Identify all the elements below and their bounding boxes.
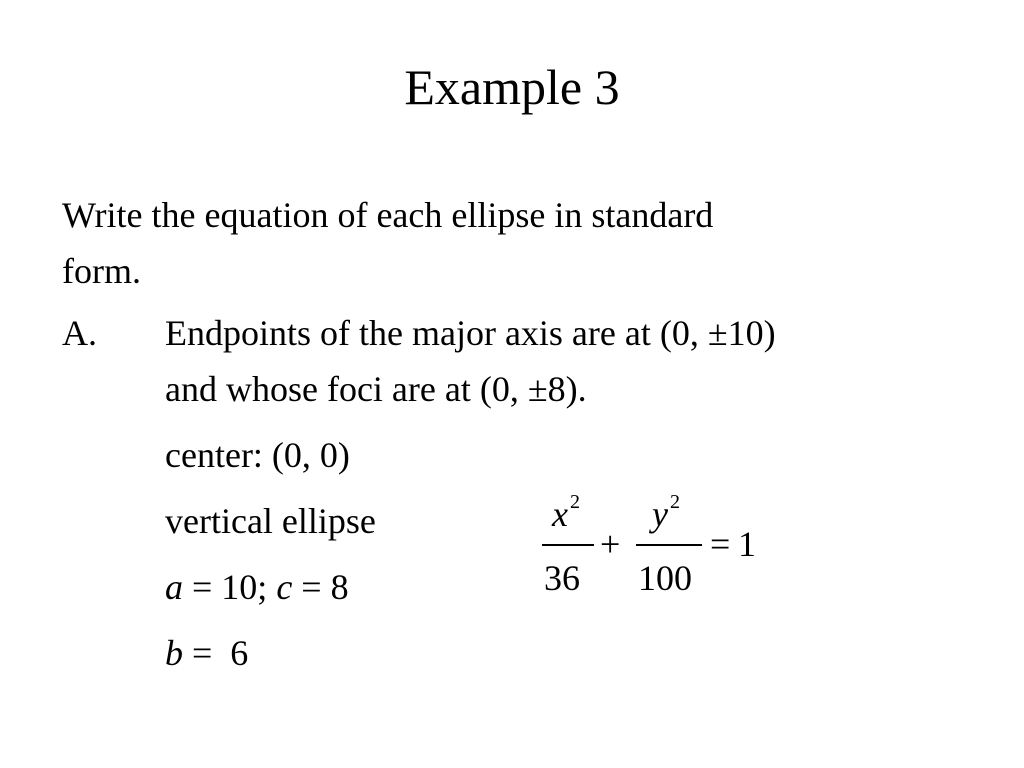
term1-fraction-bar <box>542 544 594 546</box>
plus-sign: + <box>600 524 621 564</box>
standard-form-equation <box>538 482 778 598</box>
intro-line-2: form. <box>62 251 141 291</box>
term1-exponent: 2 <box>569 491 580 513</box>
term2-denominator: 100 <box>638 558 692 598</box>
part-a-line-2: and whose foci are at (0, ±8). <box>165 369 587 409</box>
intro-line-1: Write the equation of each ellipse in standard <box>62 195 714 235</box>
term1-numerator: x $^2$ <box>552 491 580 534</box>
term2-fraction-bar <box>636 544 702 546</box>
a-variable: a <box>165 567 183 607</box>
slide-title: Example 3 <box>404 59 620 115</box>
c-value: = 8 <box>292 567 349 607</box>
term2-exponent: 2 <box>669 491 680 513</box>
equals-sign: = <box>710 524 731 564</box>
a-c-values-step <box>165 569 349 605</box>
b-variable: b <box>165 633 183 673</box>
orientation-step: vertical ellipse <box>165 501 376 541</box>
right-hand-side: 1 <box>738 524 756 564</box>
c-variable: c <box>276 567 293 607</box>
part-a-label: A. <box>62 313 97 353</box>
a-value: = 10; <box>183 567 277 607</box>
b-value-step <box>165 635 248 671</box>
center-step: center: (0, 0) <box>165 435 350 475</box>
term1-denominator: 36 <box>544 558 580 598</box>
b-value: = 6 <box>183 633 249 673</box>
part-a-line-1: Endpoints of the major axis are at (0, ±10) <box>165 313 776 353</box>
term2-numerator: y $^2$ <box>652 491 680 534</box>
